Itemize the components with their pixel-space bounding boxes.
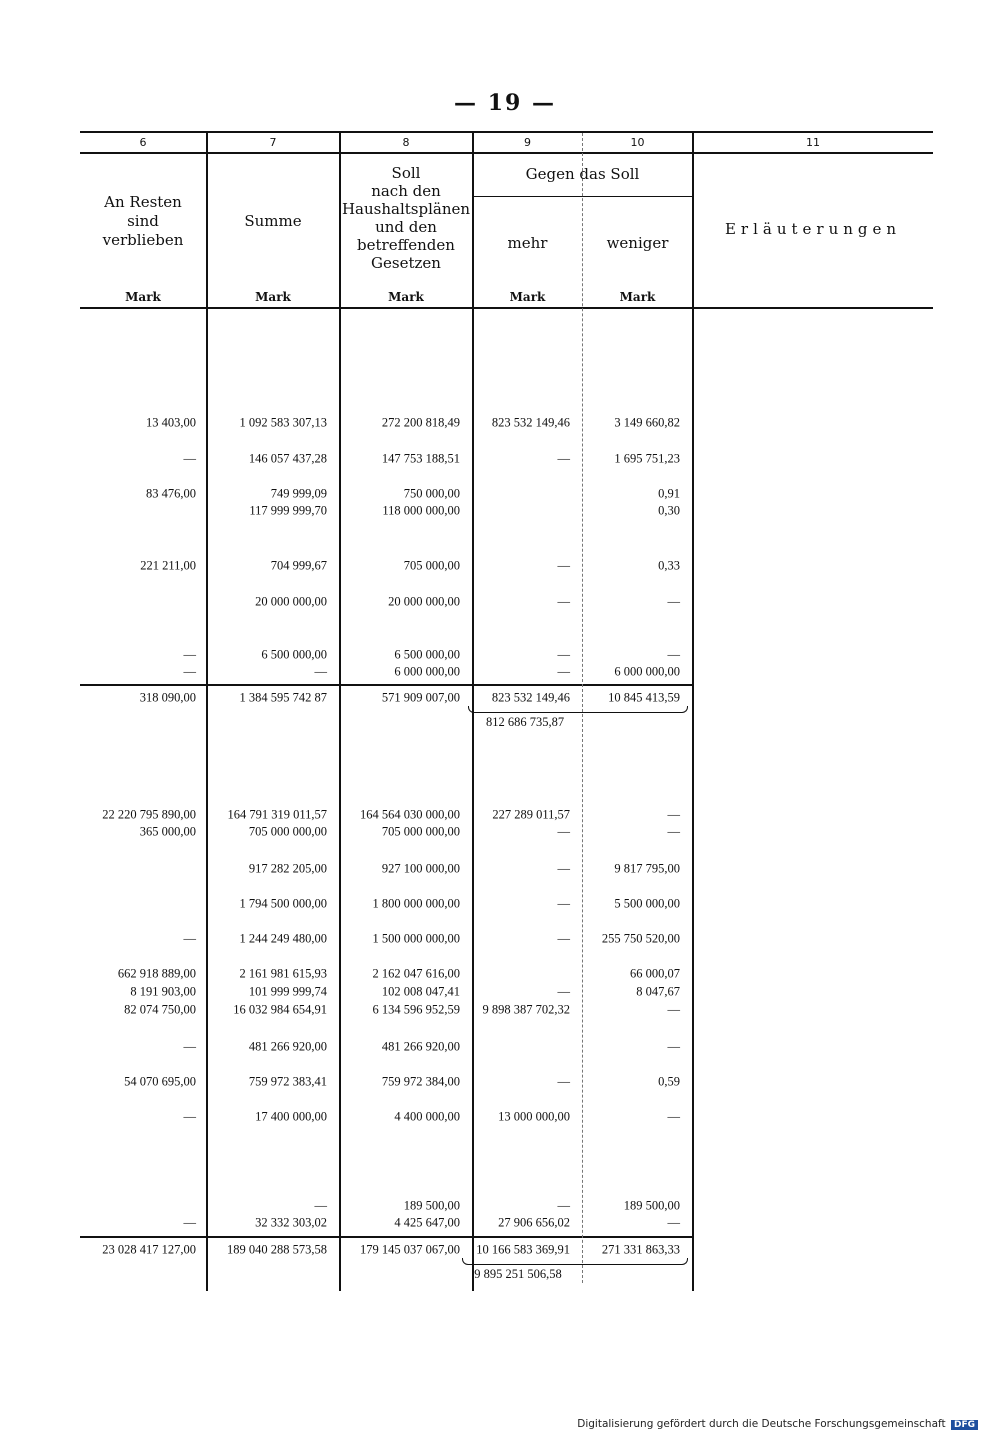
cell-c10: 0,33: [658, 558, 680, 573]
header-c6-line3: verblieben: [102, 231, 184, 249]
cell-c7: 481 266 920,00: [248, 1039, 327, 1054]
header-c6-line1: An Resten: [104, 193, 182, 211]
cell-c9: —: [557, 824, 570, 839]
cell-c9: —: [557, 984, 570, 999]
cell-c7: 1 092 583 307,13: [239, 415, 327, 430]
cell-c8: 1 800 000 000,00: [372, 896, 460, 911]
cell-c9: —: [557, 861, 570, 876]
header-c8-line4: und den: [375, 218, 437, 236]
cell-c7: 101 999 999,74: [248, 984, 327, 999]
cell-c9: —: [557, 451, 570, 466]
cell-c10: 0,91: [658, 486, 680, 501]
cell-c8: 179 145 037 067,00: [360, 1242, 460, 1257]
header-c6: [80, 193, 206, 250]
cell-c6: 318 090,00: [139, 690, 196, 705]
col-divider-6-7: [206, 131, 208, 1291]
cell-c9: —: [557, 1074, 570, 1089]
cell-c10: —: [667, 807, 680, 822]
cell-c6: 365 000,00: [139, 824, 196, 839]
cell-c7: 6 500 000,00: [261, 647, 327, 662]
dfg-logo: DFG: [951, 1420, 978, 1430]
cell-c10: —: [667, 594, 680, 609]
table-top-rule: [80, 131, 933, 133]
cell-c10: 189 500,00: [623, 1198, 680, 1213]
cell-c8: 705 000,00: [403, 558, 460, 573]
cell-c10: 1 695 751,23: [614, 451, 680, 466]
cell-c8: 272 200 818,49: [381, 415, 460, 430]
col-number-10: 10: [630, 136, 645, 149]
header-c8-line1: Soll: [391, 164, 421, 182]
header-group-soll: Gegen das Soll: [525, 165, 640, 183]
page-number: — 19 —: [454, 90, 556, 116]
col-divider-10-11: [692, 131, 694, 1291]
header-c8-line5: betreffenden: [357, 236, 455, 254]
cell-c7: 2 161 981 615,93: [239, 966, 327, 981]
col-number-11: 11: [806, 136, 820, 149]
cell-c9: —: [557, 664, 570, 679]
cell-c8: 4 400 000,00: [394, 1109, 460, 1124]
cell-c6: —: [183, 664, 196, 679]
footer-credit: [577, 1418, 978, 1430]
cell-c6: —: [183, 931, 196, 946]
cell-c10: —: [667, 647, 680, 662]
cell-c9: 10 166 583 369,91: [476, 1242, 570, 1257]
unit-c8: Mark: [388, 290, 424, 304]
header-rule: [80, 152, 933, 154]
cell-c10: 0,30: [658, 503, 680, 518]
header-c11: Erläuterungen: [724, 220, 902, 238]
cell-c10: 3 149 660,82: [614, 415, 680, 430]
cell-c8: 927 100 000,00: [381, 861, 460, 876]
cell-c8: 571 909 007,00: [381, 690, 460, 705]
cell-c9: —: [557, 896, 570, 911]
unit-c7: Mark: [255, 290, 291, 304]
cell-c9: 9 898 387 702,32: [482, 1002, 570, 1017]
cell-c9: 823 532 149,46: [491, 690, 570, 705]
cell-c10: 9 817 795,00: [614, 861, 680, 876]
brace-subtotal-2: [462, 1258, 688, 1265]
cell-c6: —: [183, 1039, 196, 1054]
cell-c10: 66 000,07: [630, 966, 680, 981]
cell-c10: —: [667, 824, 680, 839]
cell-c10: 0,59: [658, 1074, 680, 1089]
cell-c8: 750 000,00: [403, 486, 460, 501]
cell-c7: 1 794 500 000,00: [239, 896, 327, 911]
cell-c8: 147 753 188,51: [381, 451, 460, 466]
header-c9: mehr: [507, 234, 548, 252]
header-c8-line6: Gesetzen: [371, 254, 441, 272]
cell-c7: 117 999 999,70: [249, 503, 327, 518]
cell-c7: 749 999,09: [270, 486, 327, 501]
cell-c8: 4 425 647,00: [394, 1215, 460, 1230]
cell-c8: 1 500 000 000,00: [372, 931, 460, 946]
cell-c10: —: [667, 1039, 680, 1054]
col-number-6: 6: [139, 136, 147, 149]
cell-c8: 6 134 596 952,59: [372, 1002, 460, 1017]
header-c10: weniger: [606, 234, 669, 252]
cell-c10: 271 331 863,33: [601, 1242, 680, 1257]
cell-c9: 13 000 000,00: [498, 1109, 570, 1124]
unit-c9: Mark: [509, 290, 546, 304]
cell-c7: 759 972 383,41: [248, 1074, 327, 1089]
cell-c9: —: [557, 594, 570, 609]
cell-c8: 6 500 000,00: [394, 647, 460, 662]
cell-c6: 22 220 795 890,00: [102, 807, 196, 822]
cell-c10: 255 750 520,00: [601, 931, 680, 946]
cell-c6: —: [183, 647, 196, 662]
col-number-7: 7: [269, 136, 277, 149]
header-c8-line3: Haushaltsplänen: [341, 200, 471, 218]
cell-c8: 118 000 000,00: [382, 503, 460, 518]
cell-c9: 27 906 656,02: [498, 1215, 570, 1230]
col-divider-7-8: [339, 131, 341, 1291]
cell-c7: 704 999,67: [270, 558, 327, 573]
cell-c6: 662 918 889,00: [117, 966, 196, 981]
cell-c7: —: [314, 1198, 327, 1213]
cell-c6: —: [183, 1215, 196, 1230]
cell-c7: 32 332 303,02: [255, 1215, 327, 1230]
cell-c8: 102 008 047,41: [381, 984, 460, 999]
cell-c7: 1 384 595 742 87: [239, 690, 327, 705]
cell-c7: 146 057 437,28: [248, 451, 327, 466]
cell-c6: —: [183, 451, 196, 466]
cell-c8: 759 972 384,00: [381, 1074, 460, 1089]
cell-c7: 189 040 288 573,58: [227, 1242, 327, 1257]
cell-c7: 917 282 205,00: [248, 861, 327, 876]
cell-c6: 13 403,00: [146, 415, 196, 430]
header-c7: Summe: [244, 212, 302, 230]
cell-c8: 164 564 030 000,00: [360, 807, 460, 822]
cell-c10: —: [667, 1002, 680, 1017]
cell-c9: —: [557, 647, 570, 662]
cell-c8: 2 162 047 616,00: [372, 966, 460, 981]
total-rule: [80, 1236, 692, 1238]
cell-c7: 20 000 000,00: [255, 594, 327, 609]
col-number-9: 9: [524, 136, 531, 149]
subtotal-rule: [80, 684, 692, 686]
cell-c10: —: [667, 1109, 680, 1124]
subtotal-first: 812 686 735,87: [485, 715, 565, 729]
cell-c9: —: [557, 1198, 570, 1213]
header-bottom-rule: [80, 307, 933, 309]
cell-c7: 17 400 000,00: [255, 1109, 327, 1124]
cell-c9: 823 532 149,46: [491, 415, 570, 430]
cell-c8: 189 500,00: [403, 1198, 460, 1213]
col-number-8: 8: [402, 136, 410, 149]
cell-c6: —: [183, 1109, 196, 1124]
header-c6-line2: sind: [127, 212, 159, 230]
cell-c6: 83 476,00: [146, 486, 196, 501]
cell-c9: —: [557, 558, 570, 573]
cell-c6: 82 074 750,00: [124, 1002, 196, 1017]
cell-c6: 23 028 417 127,00: [102, 1242, 196, 1257]
cell-c6: 54 070 695,00: [124, 1074, 196, 1089]
cell-c7: —: [314, 664, 327, 679]
cell-c8: 481 266 920,00: [381, 1039, 460, 1054]
cell-c6: 8 191 903,00: [130, 984, 196, 999]
unit-c6: Mark: [125, 290, 161, 304]
header-c8-line2: nach den: [371, 182, 441, 200]
cell-c7: 164 791 319 011,57: [227, 807, 327, 822]
cell-c7: 16 032 984 654,91: [233, 1002, 327, 1017]
cell-c9: 227 289 011,57: [492, 807, 570, 822]
cell-c10: 10 845 413,59: [608, 690, 680, 705]
cell-c8: 705 000 000,00: [381, 824, 460, 839]
unit-c10: Mark: [619, 290, 656, 304]
cell-c7: 705 000 000,00: [248, 824, 327, 839]
cell-c8: 20 000 000,00: [388, 594, 460, 609]
footer-text: Digitalisierung gefördert durch die Deutsche Forschungsgemeinschaft: [577, 1418, 946, 1430]
cell-c10: 6 000 000,00: [614, 664, 680, 679]
cell-c10: 5 500 000,00: [614, 896, 680, 911]
cell-c10: 8 047,67: [636, 984, 680, 999]
cell-c8: 6 000 000,00: [394, 664, 460, 679]
cell-c9: —: [557, 931, 570, 946]
cell-c7: 1 244 249 480,00: [239, 931, 327, 946]
brace-subtotal-1: [468, 706, 688, 713]
cell-c10: —: [667, 1215, 680, 1230]
cell-c6: 221 211,00: [140, 558, 196, 573]
header-c8: [340, 164, 472, 272]
subtotal-grand: 9 895 251 506,58: [474, 1267, 562, 1281]
